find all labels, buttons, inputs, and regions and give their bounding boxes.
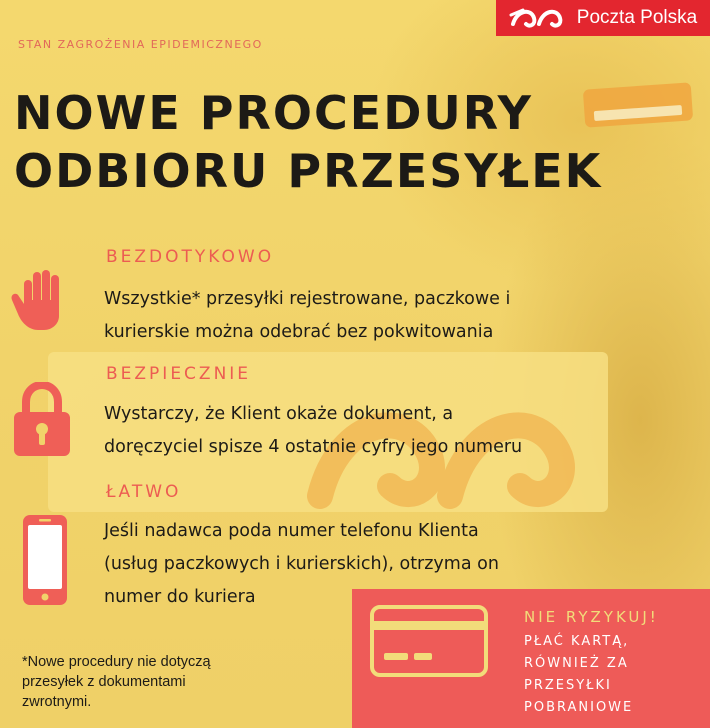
poczta-polska-logo-icon <box>509 6 567 30</box>
section-title-bezpiecznie: BEZPIECZNIE <box>106 364 252 384</box>
kicker-text: STAN ZAGROŻENIA EPIDEMICZNEGO <box>18 38 263 51</box>
title-line-2: ODBIORU PRZESYŁEK <box>14 144 603 198</box>
hand-icon <box>10 266 76 332</box>
section-line: doręczyciel spisze 4 ostatnie cyfry jego numeru <box>104 437 523 457</box>
section-line: numer do kuriera <box>104 587 256 607</box>
brand-name: Poczta Polska <box>576 7 698 28</box>
footnote-line: zwrotnymi. <box>22 694 92 710</box>
section-line: Wystarczy, że Klient okaże dokument, a <box>104 404 454 424</box>
footnote-line: przesyłek z dokumentami <box>22 674 186 690</box>
footnote-line: *Nowe procedury nie dotyczą <box>22 654 211 670</box>
card-payment-promo <box>352 589 710 728</box>
section-line: Jeśli nadawca poda numer telefonu Klienta <box>104 521 479 541</box>
section-title-latwo: ŁATWO <box>106 482 182 502</box>
lock-icon <box>12 382 72 458</box>
section-line: (usług paczkowych i kurierskich), otrzyma on <box>104 554 499 574</box>
credit-card-icon <box>370 605 488 677</box>
title-line-1: NOWE PROCEDURY <box>14 86 533 140</box>
promo-line: PRZESYŁKI <box>524 678 612 693</box>
promo-line: PŁAĆ KARTĄ, <box>524 634 630 649</box>
brand-bar <box>496 0 710 36</box>
section-body-bezdotykowo <box>104 283 644 349</box>
page-title <box>14 84 602 200</box>
section-title-bezdotykowo: BEZDOTYKOWO <box>106 247 275 267</box>
section-line: Wszystkie* przesyłki rejestrowane, paczkowe i <box>104 289 511 309</box>
section-line: kurierskie można odebrać bez pokwitowania <box>104 322 494 342</box>
section-body-bezpiecznie <box>104 398 644 464</box>
promo-line: RÓWNIEŻ ZA <box>524 656 629 671</box>
footnote <box>22 652 292 712</box>
promo-title: NIE RYZYKUJ! <box>524 608 659 626</box>
promo-line: POBRANIOWE <box>524 700 634 715</box>
smartphone-icon <box>22 514 68 606</box>
